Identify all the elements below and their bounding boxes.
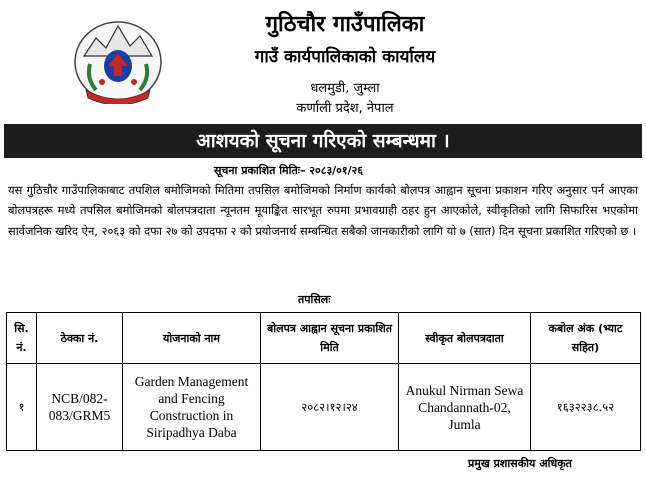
header-sn: सि. नं. — [7, 313, 37, 364]
address-line2: कर्णाली प्रदेश, नेपाल — [296, 101, 394, 116]
details-label: तपसिलः — [298, 293, 331, 306]
header-contract-no: ठेक्का नं. — [37, 313, 123, 364]
publish-date: सूचना प्रकाशित मितिः– २०८३/०१/२६ — [214, 164, 364, 177]
table-row — [7, 364, 641, 451]
cell-approved-bidder: Anukul Nirman Sewa Chandannath-02, Jumla — [399, 364, 531, 451]
table-header-row — [7, 313, 641, 364]
municipality-title: गुठिचौर गाउँपालिका — [265, 12, 425, 37]
office-subtitle: गाउँ कार्यपालिकाको कार्यालय — [254, 47, 436, 67]
nepal-emblem-icon — [72, 16, 164, 104]
tender-table — [6, 312, 641, 451]
cell-contract-no: NCB/082-083/GRM5 — [37, 364, 123, 451]
header-bid-amount: कबोल अंक (भ्याट सहित) — [531, 313, 641, 364]
header-notice-date: बोलपत्र आह्वान सूचना प्रकाशित मिति — [261, 313, 399, 364]
notice-body: यस गुठिचौर गाउँपालिकाबाट तपशिल बमोजिमको मितिमा तपसिल बमोजिमको निर्माण कार्यको बोलपत्र आह्वान सूचना प्रकाशन गरिए अनुसार पर्न आएका बोलपत्रहरू मध्ये तपसिल बमोजिमको बोलपत्रदाता न्यूनतम मूयाङ्कित सारभूत रुपमा प्रभावग्राही ठहर हुन आएकोले, स्वीकृतिको लागि सिफारिस भएकोमा सार्वजनिक खरिद ऐन, २०६३ को दफा २७ को उपदफा २ को प्रयोजनार्थ सम्बन्धित सबैको जानकारीको लागि यो ७ (सात) दिन सूचना प्रकाशित गरिएको छ । — [8, 183, 638, 238]
cell-bid-amount: १६३२२३८.५२ — [531, 364, 641, 451]
header-project-name: योजनाको नाम — [123, 313, 261, 364]
cell-project-name: Garden Management and Fencing Construction in Siripadhya Daba — [123, 364, 261, 451]
header-approved-bidder: स्वीकृत बोलपत्रदाता — [399, 313, 531, 364]
address-line1: धलमुडी, जुम्ला — [310, 81, 380, 96]
cell-notice-date: २०८२।१२।२४ — [261, 364, 399, 451]
cell-sn: १ — [7, 364, 37, 451]
notice-heading-banner: आशयको सूचना गरिएको सम्बन्धमा । — [4, 124, 642, 158]
signatory-title: प्रमुख प्रशासकीय अधिकृत — [468, 457, 572, 470]
